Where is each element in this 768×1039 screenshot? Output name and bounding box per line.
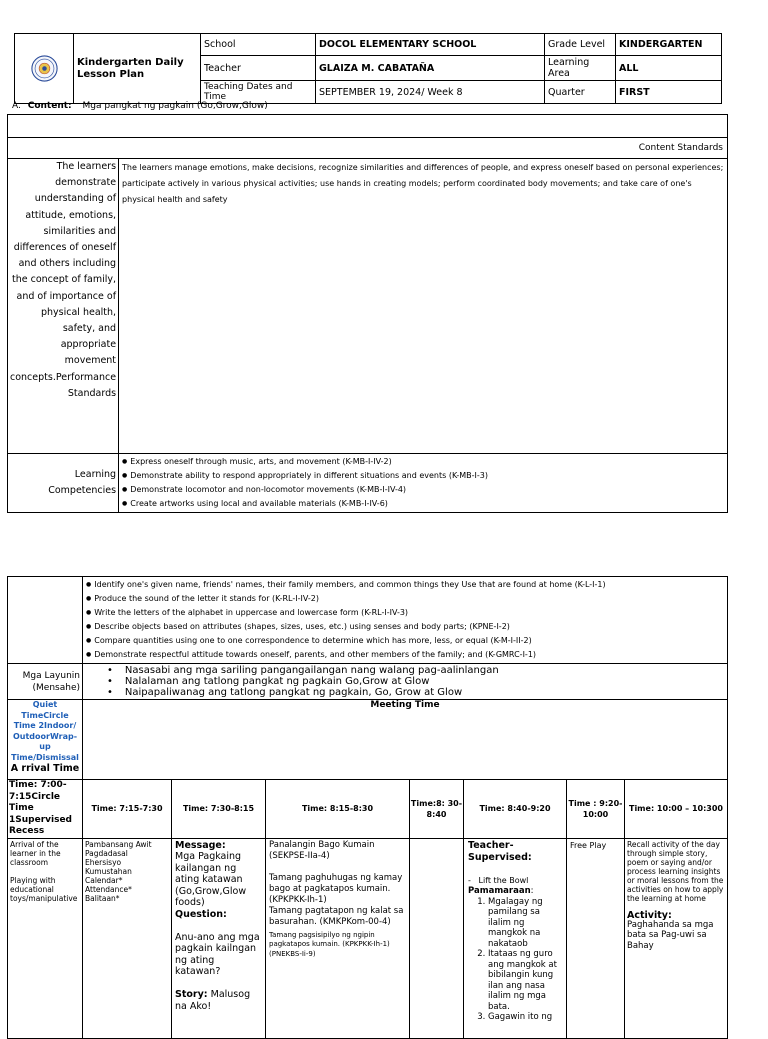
schedule-blue-label: Quiet TimeCircle Time 2Indoor/ OutdoorWrap-up Time/Dismissal <box>11 700 79 762</box>
competencies-list-2 <box>83 577 727 663</box>
activity-label: Activity: <box>627 909 672 921</box>
content-standards-heading: Content Standards <box>8 138 728 159</box>
message-text: Mga Pagkaing kailangan ng ating katawan (Go,Grow,Glow foods) <box>175 851 247 908</box>
time-header-0: Time: 7:00-7:15Circle Time 1Supervised Recess <box>8 780 83 839</box>
handwashing-text: Tamang paghuhugas ng kamay bago at pagkatapos kumain. (KPKPKK-Ih-1) <box>269 872 403 905</box>
time-header-3: Time: 8:15-8:30 <box>266 780 410 839</box>
toothbrush-text: Tamang pagsisipilyo ng ngipin pagkatapos kumain. (KPKPKK-Ih-1) (PNEKBS-Ii-9) <box>269 930 390 958</box>
meeting-left-cell <box>8 700 83 780</box>
header-table <box>14 33 722 104</box>
message-label: Message: <box>175 839 226 851</box>
steps-list <box>468 897 563 1023</box>
competencies-list <box>119 454 727 512</box>
content-letter: A. <box>12 101 21 111</box>
teacher-value: GLAIZA M. CABATAÑA <box>316 56 545 81</box>
competency-item: ● Describe objects based on attributes (shapes, sizes, uses, etc.) using senses and body parts; (KPNE-I-2) <box>86 620 724 634</box>
layunin-item: • Nalalaman ang tatlong pangkat ng pagkain Go,Grow at Glow <box>123 676 727 687</box>
dates-value: SEPTEMBER 19, 2024/ Week 8 <box>316 81 545 104</box>
circle-time-activities: Pambansang Awit Pagdadasal Ehersisyo Kumustahan Calendar* Attendance* Balitaan* <box>83 838 172 1038</box>
competency-item: ● Demonstrate locomotor and non-locomotor movements (K-MB-I-IV-4) <box>122 483 724 497</box>
question-label: Question: <box>175 908 227 920</box>
prayer-text: Panalangin Bago Kumain (SEKPSE-IIa-4) <box>269 839 375 861</box>
time-header-6: Time : 9:20- 10:00 <box>567 780 625 839</box>
dismissal-cell <box>625 838 728 1038</box>
story-text: Malusog na Ako! <box>175 989 251 1012</box>
layunin-item: • Nasasabi ang mga sariling pangangailangan nang walang pag-aalinlangan <box>123 665 727 676</box>
competency-item: ● Express oneself through music, arts, and movement (K-MB-I-IV-2) <box>122 455 724 469</box>
layunin-list <box>83 665 727 698</box>
lift-bowl-text: Lift the Bowl <box>478 875 529 885</box>
school-value: DOCOL ELEMENTARY SCHOOL <box>316 34 545 56</box>
question-text: Anu-ano ang mga pagkain kailngan ng ating katawan? <box>175 931 260 977</box>
competencies-label: Learning Competencies <box>8 454 119 513</box>
content-text: Mga pangkat ng pagkain (Go,Grow,Glow) <box>82 101 268 111</box>
content-line <box>12 101 268 111</box>
competency-item: ● Create artworks using local and available materials (K-MB-I-IV-6) <box>122 497 724 511</box>
recall-text: Recall activity of the day through simple story, poem or saying and/or process learning insights or moral lessons from the activities on how to apply the learning at home <box>627 839 724 903</box>
time-header-7: Time: 10:00 – 10:300 <box>625 780 728 839</box>
blank-cell <box>410 838 464 1038</box>
time-header-5: Time: 8:40-9:20 <box>464 780 567 839</box>
arrival-activities: Arrival of the learner in the classroom Playing with educational toys/manipulative <box>8 838 83 1038</box>
step-item: 3. Gagawin ito ng <box>488 1012 563 1023</box>
standards-table <box>7 114 728 513</box>
blank-cell <box>8 577 83 664</box>
teacher-supervised-title: Teacher-Supervised: <box>468 839 532 863</box>
arrival-time-label: A rrival Time <box>10 763 80 774</box>
time-header-4: Time:8: 30- 8:40 <box>410 780 464 839</box>
standards-left: The learners demonstrate understanding of attitude, emotions, similarities and differences of oneself and others including the concept of family, and of importance of physical health, safety, and appropriate movement concepts.Performance Standards <box>8 159 119 454</box>
story-label: Story: <box>175 989 208 1000</box>
competency-item: ● Demonstrate respectful attitude towards oneself, parents, and other members of the family; and (K-GMRC-I-1) <box>86 648 724 662</box>
competency-item: ● Demonstrate ability to respond appropriately in different situations and events (K-MB-I-3) <box>122 469 724 483</box>
time-header-1: Time: 7:15-7:30 <box>83 780 172 839</box>
recess-cell <box>266 838 410 1038</box>
message-cell <box>172 838 266 1038</box>
competency-item: ● Produce the sound of the letter it stands for (K-RL-I-IV-2) <box>86 592 724 606</box>
pamamaraan-label: Pamamaraan <box>468 885 531 896</box>
blank-row <box>8 115 728 138</box>
step-item: 1. Mgalagay ng pamilang sa ilalim ng mangkok na nakataob <box>488 897 563 950</box>
time-header-2: Time: 7:30-8:15 <box>172 780 266 839</box>
learning-area-label: Learning Area <box>545 56 616 81</box>
deped-seal <box>15 34 74 104</box>
layunin-label: Mga Layunin (Mensahe) <box>8 664 83 700</box>
competency-item: ● Identify one's given name, friends' names, their family members, and common things they Use that are found at home (K-L-I-1) <box>86 578 724 592</box>
quarter-label: Quarter <box>545 81 616 104</box>
grade-level-value: KINDERGARTEN <box>616 34 722 56</box>
lift-bowl-item: - Lift the Bowl <box>468 875 529 885</box>
content-label: Content: <box>27 101 72 111</box>
lesson-plan-title: Kindergarten Daily Lesson Plan <box>74 34 201 104</box>
meeting-time-title: Meeting Time <box>83 700 728 780</box>
layunin-item: • Naipapaliwanag ang tatlong pangkat ng pagkain, Go, Grow at Glow <box>123 687 727 698</box>
teacher-supervised-cell: Teacher-Supervised: - Lift the Bowl Pamamaraan: 1. Mgalagay ng pamilang sa ilalim ng mangkok na nakataob 2. Itataas ng guro ang mangkok at bibilangin kung ilan ang nasa ilalim ng mga bata. 3. Gagawin ito ng <box>464 838 567 1038</box>
competency-item: ● Write the letters of the alphabet in uppercase and lowercase form (K-RL-I-IV-3) <box>86 606 724 620</box>
quarter-value: FIRST <box>616 81 722 104</box>
competency-item: ● Compare quantities using one to one correspondence to determine which has more, less, or equal (K-M-I-II-2) <box>86 634 724 648</box>
school-label: School <box>201 34 316 56</box>
grade-level-label: Grade Level <box>545 34 616 56</box>
dates-label: Teaching Dates and Time <box>201 81 316 104</box>
free-play-cell: Free Play <box>567 838 625 1038</box>
seal-icon <box>31 55 58 82</box>
trash-text: Tamang pagtatapon ng kalat sa basurahan. (KMKPKom-00-4) <box>269 905 404 927</box>
step-item: 2. Itataas ng guro ang mangkok at bibilangin kung ilan ang nasa ilalim ng mga bata. <box>488 949 563 1012</box>
schedule-table <box>7 576 728 1039</box>
teacher-label: Teacher <box>201 56 316 81</box>
activity-text: Paghahanda sa mga bata sa Pag-uwi sa Bahay <box>627 919 714 951</box>
learning-area-value: ALL <box>616 56 722 81</box>
standards-right: The learners manage emotions, make decisions, recognize similarities and differences of people, and express oneself based on personal experiences; participate actively in various physical activities; use hands in creating models; perform coordinated body movements; and take care of one's physical health and safety <box>119 159 728 454</box>
